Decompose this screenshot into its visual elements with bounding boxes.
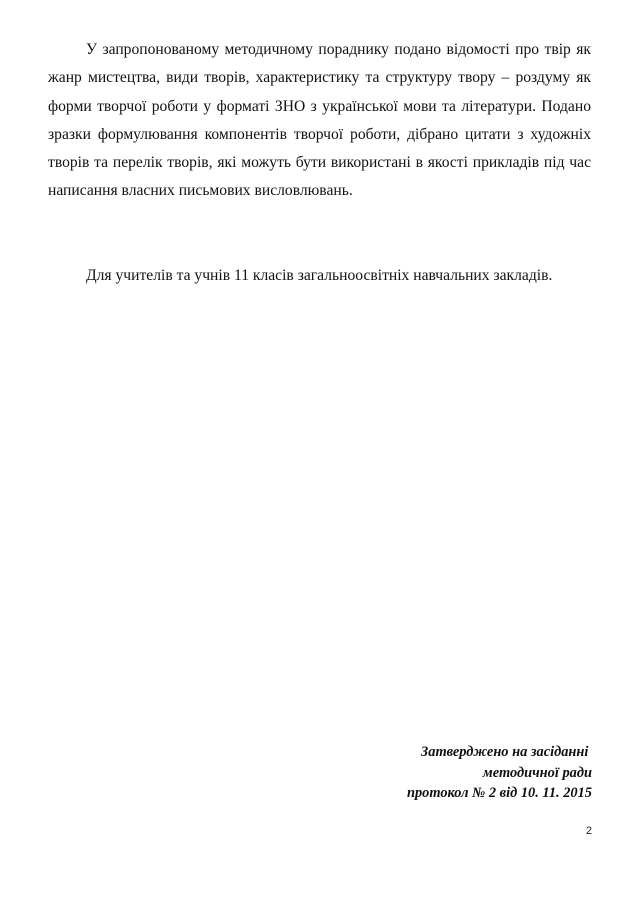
audience-paragraph: Для учителів та учнів 11 класів загальноосвітніх навчальних закладів. (86, 267, 553, 284)
approval-line-1: Затверджено на засіданні (420, 744, 592, 760)
description-paragraph: У запропонованому методичному пораднику подано відомості про твір як жанр мистецтва, види творів, характеристику та структуру твору – роздуму як форми творчої роботи у форматі ЗНО з української мови та літератури. Подано зразки формулювання компонентів творчої роботи, дібрано цитати з художніх творів та перелік творів, які можуть бути використані в якості прикладів під час написання власних письмових висловлювань. (48, 41, 591, 200)
approval-line-3: протокол № 2 від 10. 11. 2015 (406, 785, 592, 801)
approval-note (407, 742, 592, 804)
approval-line-2: методичної ради (482, 764, 592, 781)
page-number: 2 (585, 825, 592, 837)
